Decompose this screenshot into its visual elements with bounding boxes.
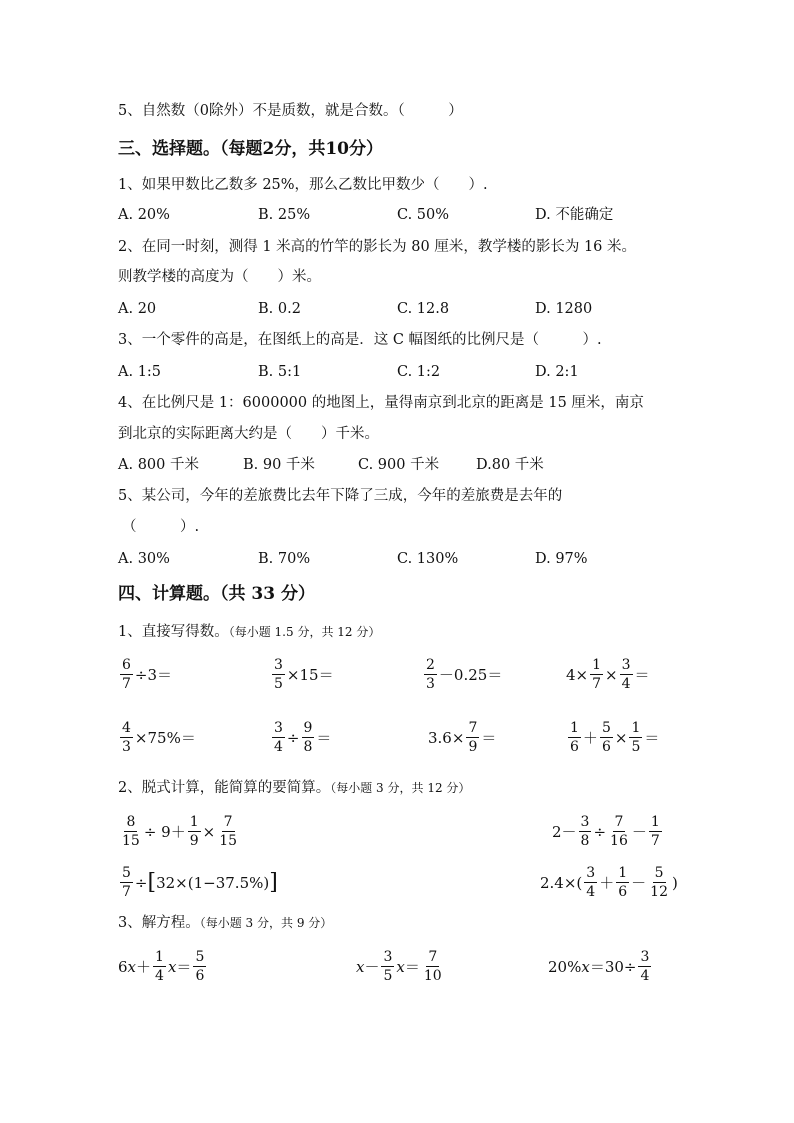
fraction: $\frac{1}{9}$ — [189, 814, 199, 849]
step-calc-2: 2－ $\frac{3}{8}$ ÷ $\frac{7}{16}$ － $\frac{1}{7}$ — [552, 814, 660, 849]
calc-part-2-label: 2、脱式计算，能简算的要简算。 — [118, 780, 331, 796]
choice-question-4-line-2: 到北京的实际距离大约是（ ）千米。 — [118, 426, 379, 442]
calc-part-3-label: 3、解方程。 — [118, 915, 200, 931]
calc-part-3-title — [118, 913, 332, 933]
option-c: C. 900 千米 — [358, 457, 440, 473]
fraction: $\frac{1}{6}$ — [618, 865, 628, 900]
option-a: A. 20 — [118, 301, 157, 317]
fraction: $\frac{3}{5}$ — [274, 657, 283, 692]
option-d: D. 1280 — [535, 301, 593, 317]
choice-question-2-line-2: 则教学楼的高度为（ ）米。 — [118, 269, 321, 285]
option-a: A. 20% — [118, 207, 170, 223]
option-c: C. 130% — [397, 551, 459, 567]
fraction: $\frac{7}{15}$ — [219, 814, 238, 849]
step-calc-3: $\frac{5}{7}$ ÷ [ 32×(1−37.5%) ] — [122, 865, 278, 900]
fraction: $\frac{2}{3}$ — [426, 657, 435, 692]
option-c: C. 1:2 — [397, 364, 441, 380]
option-d: D.80 千米 — [476, 457, 544, 473]
fraction: $\frac{3}{5}$ — [383, 949, 393, 984]
option-b: B. 25% — [258, 207, 311, 223]
quick-calc-2: $\frac{3}{5}$ ×15＝ — [274, 657, 334, 692]
fraction: $\frac{5}{6}$ — [601, 720, 611, 755]
fraction: $\frac{9}{8}$ — [303, 720, 313, 755]
fraction: $\frac{5}{6}$ — [195, 949, 205, 984]
quick-calc-3: $\frac{2}{3}$ －0.25＝ — [426, 657, 503, 692]
fraction: $\frac{3}{4}$ — [640, 949, 650, 984]
step-calc-1: $\frac{8}{15}$ ÷ 9＋ $\frac{1}{9}$ × $\frac{7}{15}$ — [122, 814, 238, 849]
option-a: A. 30% — [118, 551, 170, 567]
fraction: $\frac{3}{8}$ — [580, 814, 590, 849]
option-a: A. 800 千米 — [118, 457, 199, 473]
fraction: $\frac{1}{5}$ — [631, 720, 641, 755]
fraction: $\frac{3}{4}$ — [586, 865, 596, 900]
quick-calc-5: $\frac{4}{3}$ ×75%＝ — [122, 720, 196, 755]
calc-part-3-note: （每小题 3 分，共 9 分） — [199, 916, 333, 930]
quick-calc-1: $\frac{6}{7}$ ÷3＝ — [122, 657, 173, 692]
option-b: B. 90 千米 — [243, 457, 315, 473]
fraction: $\frac{1}{7}$ — [592, 657, 602, 692]
quick-calc-8: $\frac{1}{6}$ ＋ $\frac{5}{6}$ × $\frac{1}{5}$ ＝ — [570, 720, 660, 755]
equation-3: 20% x ＝30÷ $\frac{3}{4}$ — [548, 949, 650, 984]
fraction: $\frac{1}{7}$ — [650, 814, 660, 849]
fraction: $\frac{8}{15}$ — [122, 814, 140, 849]
fraction: $\frac{7}{10}$ — [423, 949, 442, 984]
fraction: $\frac{7}{16}$ — [610, 814, 628, 849]
choice-question-2-line-1: 2、在同一时刻，测得 1 米高的竹竿的影长为 80 厘米，教学楼的影长为 16 米。 — [118, 239, 637, 255]
option-d: D. 2:1 — [535, 364, 579, 380]
fraction: $\frac{5}{7}$ — [122, 865, 131, 900]
section-3-heading: 三、选择题。（每题2分，共10分） — [118, 139, 383, 159]
quick-calc-7: 3.6× $\frac{7}{9}$ ＝ — [428, 720, 497, 755]
true-false-item-5: 5、自然数（0除外）不是质数，就是合数。（ ） — [118, 103, 463, 119]
calc-part-1-note: （每小题 1.5 分，共 12 分） — [228, 625, 381, 639]
option-d: D. 97% — [535, 551, 588, 567]
calc-part-1-title — [118, 622, 380, 642]
option-b: B. 0.2 — [258, 301, 301, 317]
calc-part-1-label: 1、直接写得数。 — [118, 624, 229, 640]
option-d: D. 不能确定 — [535, 207, 614, 223]
fraction: $\frac{7}{9}$ — [468, 720, 478, 755]
quick-calc-4: 4× $\frac{1}{7}$ × $\frac{3}{4}$ ＝ — [566, 657, 650, 692]
fraction: $\frac{6}{7}$ — [122, 657, 131, 692]
quick-calc-6: $\frac{3}{4}$ ÷ $\frac{9}{8}$ ＝ — [274, 720, 332, 755]
choice-question-5-line-2: （ ）. — [122, 519, 200, 535]
option-c: C. 12.8 — [397, 301, 450, 317]
calc-part-2-title — [118, 778, 470, 798]
equation-2: x － $\frac{3}{5}$ x ＝ $\frac{7}{10}$ — [356, 949, 442, 984]
choice-question-4-line-1: 4、在比例尺是 1：6000000 的地图上，量得南京到北京的距离是 15 厘米，南京 — [118, 395, 644, 411]
option-b: B. 5:1 — [258, 364, 302, 380]
fraction: $\frac{3}{4}$ — [621, 657, 631, 692]
section-4-heading: 四、计算题。（共 33 分） — [118, 584, 315, 604]
fraction: $\frac{3}{4}$ — [274, 720, 283, 755]
choice-question-3: 3、一个零件的高是，在图纸上的高是．这 C 幅图纸的比例尺是（ ）. — [118, 332, 602, 348]
equation-1: 6 x ＋ $\frac{1}{4}$ x ＝ $\frac{5}{6}$ — [118, 949, 205, 984]
option-a: A. 1:5 — [118, 364, 162, 380]
fraction: $\frac{1}{6}$ — [570, 720, 579, 755]
option-c: C. 50% — [397, 207, 450, 223]
choice-question-1: 1、如果甲数比乙数多 25%，那么乙数比甲数少（ ）. — [118, 177, 488, 193]
fraction: $\frac{4}{3}$ — [122, 720, 131, 755]
fraction: $\frac{1}{4}$ — [155, 949, 164, 984]
fraction: $\frac{5}{12}$ — [650, 865, 668, 900]
choice-question-5-line-1: 5、某公司，今年的差旅费比去年下降了三成，今年的差旅费是去年的 — [118, 488, 563, 504]
step-calc-4: 2.4×( $\frac{3}{4}$ ＋ $\frac{1}{6}$ － $\frac{5}{12}$ ) — [540, 865, 678, 900]
option-b: B. 70% — [258, 551, 311, 567]
calc-part-2-note: （每小题 3 分，共 12 分） — [330, 781, 471, 795]
